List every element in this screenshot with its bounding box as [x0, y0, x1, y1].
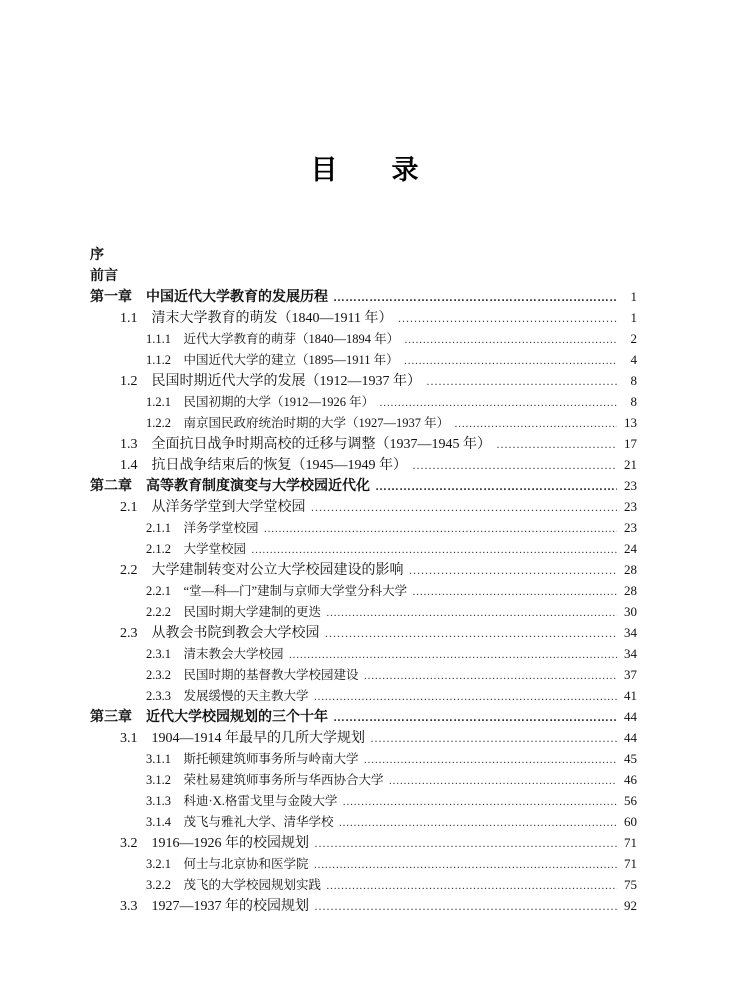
toc-entry-label: 1.2.1 民国初期的大学（1912—1926 年）: [146, 395, 375, 409]
toc-entry: [90, 811, 637, 832]
dot-leader: [314, 854, 617, 876]
toc-entry: [90, 370, 637, 391]
dot-leader: [325, 623, 618, 644]
toc-entry-page: 1: [630, 289, 637, 304]
toc-entry-label: 2.1.1 洋务学堂校园: [146, 521, 259, 535]
dot-leader: [314, 686, 617, 708]
toc-entry-label: 3.2 1916—1926 年的校园规划: [120, 836, 309, 851]
toc-entry-page: 92: [624, 898, 637, 913]
toc-entry-page: 56: [624, 793, 637, 808]
dot-leader: [370, 728, 617, 749]
toc-entry: [90, 727, 637, 748]
toc-entry: [90, 286, 637, 307]
toc-entry-label: 3.1 1904—1914 年最早的几所大学规划: [120, 731, 365, 746]
toc-entry-label: 第三章 近代大学校园规划的三个十年: [90, 708, 328, 724]
toc-entry-label: 1.1.1 近代大学教育的萌芽（1840—1894 年）: [146, 332, 400, 346]
toc-entry-page: 60: [624, 814, 637, 829]
toc-entry-page: 37: [624, 667, 637, 682]
toc-entry-label: 2.3.1 清末教会大学校园: [146, 647, 284, 661]
toc-entry-label: 2.3.3 发展缓慢的天主教大学: [146, 689, 309, 703]
toc-entry-page: 1: [630, 310, 637, 325]
toc-entry-page: 44: [624, 709, 637, 724]
toc-entry: [90, 685, 637, 706]
toc-entry: [90, 538, 637, 559]
toc-entry-label: 3.1.2 荣杜易建筑师事务所与华西协合大学: [146, 773, 384, 787]
dot-leader: [379, 392, 617, 414]
toc-entry: [90, 853, 637, 874]
toc-entry-page: 13: [624, 415, 637, 430]
toc-entry: [90, 664, 637, 685]
toc-entry: [90, 475, 637, 496]
toc-entry: [90, 580, 637, 601]
toc-entry-page: 34: [624, 625, 637, 640]
toc-entry-label: 2.3.2 民国时期的基督教大学校园建设: [146, 668, 359, 682]
toc-entry-label: 2.2 大学建制转变对公立大学校园建设的影响: [120, 563, 404, 578]
toc-entry: [90, 328, 637, 349]
toc-list: [0, 244, 729, 916]
dot-leader: [364, 665, 617, 687]
toc-entry-label: 2.3 从教会书院到教会大学校园: [120, 626, 320, 641]
toc-entry-page: 17: [624, 436, 637, 451]
dot-leader: [314, 896, 617, 917]
toc-entry-label: 3.1.3 科迪·X.格雷戈里与金陵大学: [146, 794, 338, 808]
dot-leader: [289, 644, 617, 666]
dot-leader: [364, 749, 617, 771]
toc-entry-page: 4: [630, 352, 637, 367]
toc-entry-page: 2: [630, 331, 637, 346]
toc-entry-label: 2.1 从洋务学堂到大学堂校园: [120, 500, 306, 515]
page-title: 目 录: [310, 155, 419, 185]
toc-entry-label: 第二章 高等教育制度演变与大学校园近代化: [90, 477, 370, 493]
dot-leader: [375, 475, 617, 497]
dot-leader: [496, 434, 617, 455]
dot-leader: [454, 413, 617, 435]
toc-entry: [90, 391, 637, 412]
toc-entry: [90, 433, 637, 454]
toc-entry: [90, 874, 637, 895]
toc-entry-label: 1.4 抗日战争结束后的恢复（1945—1949 年）: [120, 458, 407, 473]
toc-entry-page: 8: [630, 373, 637, 388]
toc-entry: [90, 769, 637, 790]
dot-leader: [326, 602, 617, 624]
toc-entry-page: 44: [624, 730, 637, 745]
toc-entry: [90, 517, 637, 538]
dot-leader: [311, 497, 618, 518]
dot-leader: [333, 286, 617, 308]
toc-entry: [90, 832, 637, 853]
toc-entry-label: 3.1.1 斯托顿建筑师事务所与岭南大学: [146, 752, 359, 766]
dot-leader: [333, 706, 617, 728]
dot-leader: [397, 308, 617, 329]
toc-entry-label: 1.2.2 南京国民政府统治时期的大学（1927—1937 年）: [146, 416, 450, 430]
toc-entry-label: 1.2 民国时期近代大学的发展（1912—1937 年）: [120, 374, 421, 389]
toc-entry-page: 24: [624, 541, 637, 556]
toc-entry-label: 2.2.2 民国时期大学建制的更迭: [146, 605, 322, 619]
dot-leader: [404, 329, 617, 351]
toc-entry-page: 46: [624, 772, 637, 787]
toc-entry: [90, 706, 637, 727]
toc-entry-label: 1.1 清末大学教育的萌发（1840—1911 年）: [120, 311, 393, 326]
toc-entry-label: 2.1.2 大学堂校园: [146, 542, 247, 556]
toc-entry: [90, 643, 637, 664]
toc-entry-label: 前言: [90, 267, 118, 283]
toc-entry-page: 71: [624, 835, 637, 850]
toc-entry-page: 34: [624, 646, 637, 661]
dot-leader: [412, 455, 617, 476]
dot-leader: [326, 875, 617, 897]
dot-leader: [264, 518, 617, 540]
toc-entry-label: 1.3 全面抗日战争时期高校的迁移与调整（1937—1945 年）: [120, 437, 491, 452]
toc-entry-page: 8: [630, 394, 637, 409]
toc-entry: [90, 895, 637, 916]
toc-entry-page: 21: [624, 457, 637, 472]
toc-entry: [90, 601, 637, 622]
toc-entry-label: 3.2.1 何士与北京协和医学院: [146, 857, 309, 871]
toc-entry-page: 28: [624, 562, 637, 577]
dot-leader: [314, 833, 617, 854]
toc-entry: [90, 412, 637, 433]
toc-entry-label: 第一章 中国近代大学教育的发展历程: [90, 288, 328, 304]
toc-entry-page: 23: [624, 499, 637, 514]
dot-leader: [251, 539, 617, 561]
toc-entry-label: 1.1.2 中国近代大学的建立（1895—1911 年）: [146, 353, 399, 367]
toc-entry-label: 2.2.1 “堂—科—门”建制与京师大学堂分科大学: [146, 584, 408, 598]
toc-entry-page: 23: [624, 478, 637, 493]
toc-entry: [90, 622, 637, 643]
toc-entry-label: 3.3 1927—1937 年的校园规划: [120, 899, 309, 914]
toc-entry-label: 3.1.4 茂飞与雅礼大学、清华学校: [146, 815, 334, 829]
toc-entry: [90, 790, 637, 811]
toc-entry-page: 75: [624, 877, 637, 892]
toc-entry: [90, 349, 637, 370]
toc-entry: [90, 244, 637, 265]
toc-entry-page: 23: [624, 520, 637, 535]
dot-leader: [412, 581, 617, 603]
toc-entry-page: 41: [624, 688, 637, 703]
dot-leader: [426, 371, 617, 392]
toc-entry-page: 71: [624, 856, 637, 871]
toc-entry: [90, 496, 637, 517]
toc-entry: [90, 454, 637, 475]
toc-entry-page: 45: [624, 751, 637, 766]
toc-entry-page: 30: [624, 604, 637, 619]
toc-entry-page: 28: [624, 583, 637, 598]
toc-entry-label: 3.2.2 茂飞的大学校园规划实践: [146, 878, 322, 892]
toc-entry: [90, 265, 637, 286]
dot-leader: [339, 812, 617, 834]
toc-entry: [90, 559, 637, 580]
dot-leader: [342, 791, 617, 813]
toc-entry: [90, 748, 637, 769]
dot-leader: [389, 770, 617, 792]
dot-leader: [409, 560, 618, 581]
toc-entry-label: 序: [90, 246, 104, 262]
toc-entry: [90, 307, 637, 328]
dot-leader: [404, 350, 617, 372]
